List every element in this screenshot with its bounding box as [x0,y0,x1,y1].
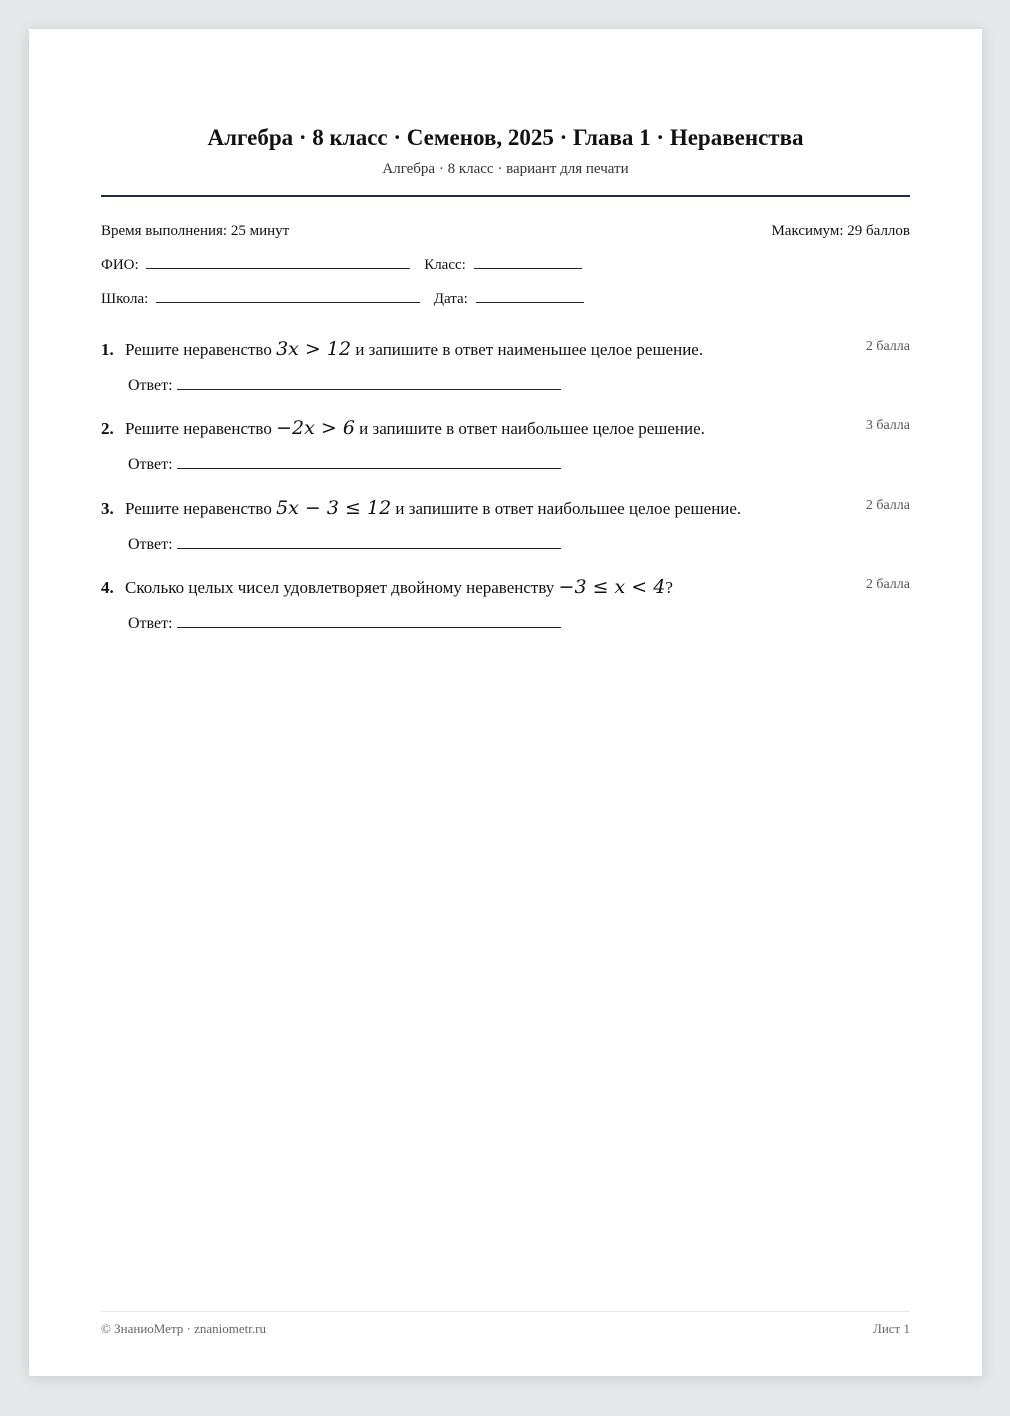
answer-row-2 [128,454,561,475]
school-label: Школа: [101,291,149,307]
answer-row-1 [128,375,561,396]
question-2 [101,416,910,441]
question-text: Сколько целых чисел удовлетворяет двойному неравенству [125,578,559,597]
question-formula: −3 ≤ x < 4 [558,576,666,598]
class-field[interactable] [474,254,582,269]
question-text: Решите неравенство [125,499,277,518]
question-text-end: ? [665,578,673,597]
question-1 [101,337,910,362]
answer-label: Ответ: [128,377,173,394]
question-3 [101,496,910,521]
answer-row-3 [128,534,561,555]
student-fields-row-1 [101,254,910,275]
answer-row-4 [128,613,561,634]
fio-field[interactable] [146,254,410,269]
page-subtitle: Алгебра · 8 класс · вариант для печати [382,161,629,177]
copyright: © ЗнаниоМетр · znaniometr.ru [101,1321,266,1336]
answer-field-4[interactable] [177,613,561,628]
fio-label: ФИО: [101,257,139,273]
question-4 [101,575,910,600]
question-text: Решите неравенство [125,340,277,359]
page-title: Алгебра · 8 класс · Семенов, 2025 · Глава 1 · Неравенства [207,125,804,150]
question-number: 4. [101,578,114,597]
meta-row [101,221,910,241]
footer-divider [101,1311,910,1312]
class-label: Класс: [424,257,466,273]
question-formula: 3x > 12 [276,338,352,360]
worksheet-page [29,29,982,1376]
question-number: 3. [101,499,114,518]
question-points: 2 балла [865,577,910,592]
answer-field-2[interactable] [177,454,561,469]
question-number: 1. [101,340,114,359]
question-formula: 5x − 3 ≤ 12 [276,497,392,519]
sheet-number: Лист 1 [873,1321,910,1336]
page-footer [101,1321,910,1337]
max-score: Максимум: 29 баллов [771,223,910,239]
question-text-end: и запишите в ответ наибольшее целое решение. [354,419,705,438]
answer-field-3[interactable] [177,534,561,549]
school-field[interactable] [156,288,420,303]
student-fields-row-2 [101,288,910,309]
answer-label: Ответ: [128,615,173,632]
answer-label: Ответ: [128,536,173,553]
date-field[interactable] [476,288,584,303]
question-number: 2. [101,419,114,438]
question-text-end: и запишите в ответ наибольшее целое решение. [391,499,742,518]
header-divider [101,195,910,197]
question-text: Решите неравенство [125,419,277,438]
answer-field-1[interactable] [177,375,561,390]
question-formula: −2x > 6 [276,417,355,439]
question-points: 2 балла [865,498,910,513]
date-label: Дата: [433,291,468,307]
time-limit: Время выполнения: 25 минут [101,223,290,239]
question-text-end: и запишите в ответ наименьшее целое решение. [351,340,704,359]
question-points: 3 балла [865,418,910,433]
question-points: 2 балла [865,339,910,354]
answer-label: Ответ: [128,456,173,473]
